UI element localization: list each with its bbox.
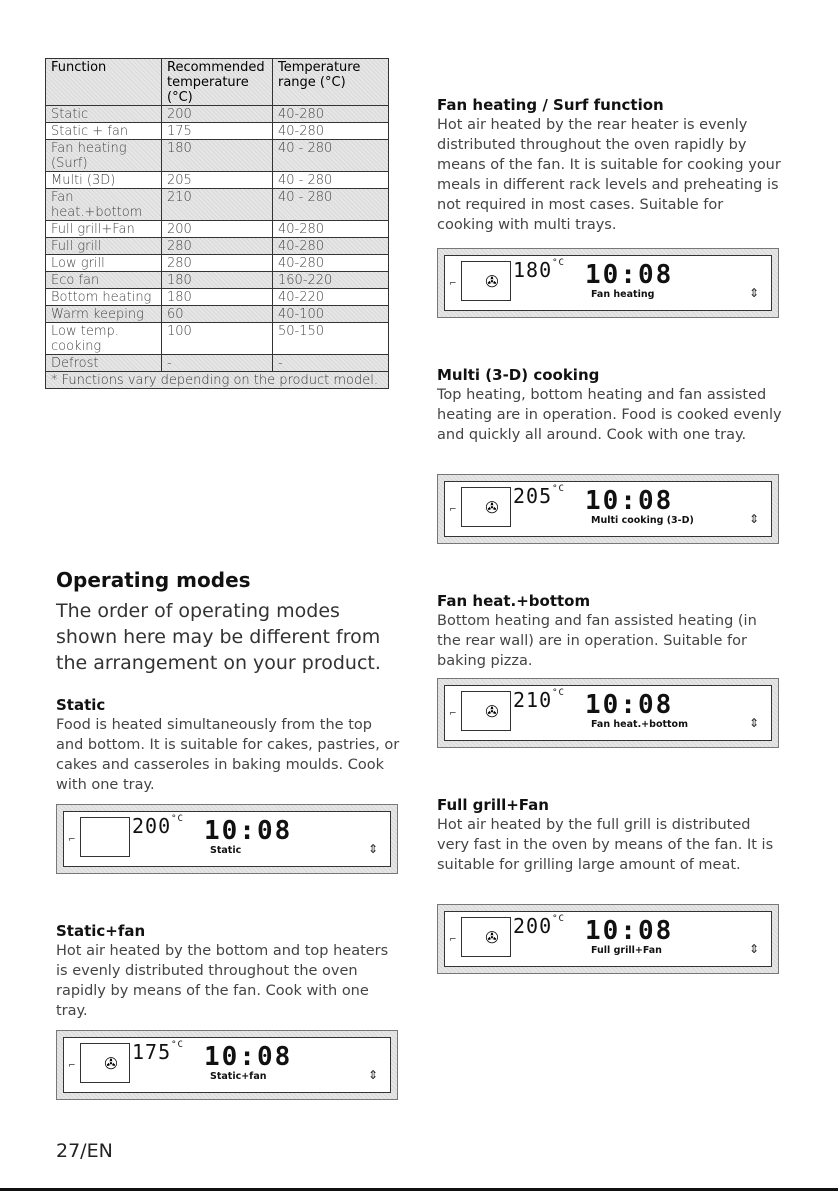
cell-recommended: 280 (162, 238, 273, 255)
mode-fan-heat-bottom (437, 592, 782, 671)
display-clock: 10:08 (204, 1042, 293, 1072)
display-temperature (513, 484, 565, 508)
mode-text: Top heating, bottom heating and fan assisted heating are in operation. Food is cooked evenly and quickly all around. Cook with one tray. (437, 387, 782, 443)
table-row (46, 323, 389, 355)
display-mode-label: Static+fan (210, 1071, 267, 1082)
display-fan-heat-bottom (437, 678, 779, 748)
cell-range: 40-100 (273, 306, 389, 323)
header-range: Temperature range (°C) (273, 59, 389, 106)
table-row (46, 272, 389, 289)
display-temperature (513, 688, 565, 712)
degree-unit: °C (552, 914, 565, 924)
fan-icon: ✇ (101, 1054, 121, 1074)
display-full-grill-fan (437, 904, 779, 974)
table-row (46, 306, 389, 323)
cell-recommended: 210 (162, 189, 273, 221)
temperature-value: 205 (513, 484, 553, 508)
cell-function: Low temp. cooking (46, 323, 162, 355)
rack-icon: ⌐ (449, 935, 457, 945)
mode-text: Hot air heated by the bottom and top heaters is evenly distributed throughout the oven rapidly by means of the fan. Cook with one tray. (56, 943, 389, 1019)
mode-static (56, 696, 401, 795)
display-fan-heating (437, 248, 779, 318)
table-row (46, 289, 389, 306)
function-table (45, 58, 389, 389)
display-temperature (132, 1040, 184, 1064)
page-number: 27/EN (56, 1140, 113, 1162)
temperature-value: 200 (132, 814, 172, 838)
cell-recommended: 60 (162, 306, 273, 323)
mode-title: Fan heat.+bottom (437, 592, 591, 610)
mode-title: Static (56, 696, 106, 714)
cell-function: Eco fan (46, 272, 162, 289)
display-clock: 10:08 (585, 916, 674, 946)
cell-function: Static + fan (46, 123, 162, 140)
degree-unit: °C (171, 814, 184, 824)
up-down-arrow-icon: ⇕ (748, 512, 759, 526)
oven-cavity-icon (461, 917, 511, 957)
cell-function: Defrost (46, 355, 162, 372)
rack-icon: ⌐ (449, 709, 457, 719)
display-mode-label: Fan heating (591, 289, 655, 300)
oven-cavity-icon (461, 487, 511, 527)
cell-function: Fan heat.+bottom (46, 189, 162, 221)
display-clock: 10:08 (585, 690, 674, 720)
cell-range: 40-280 (273, 255, 389, 272)
display-temperature (513, 914, 565, 938)
display-mode-label: Fan heat.+bottom (591, 719, 688, 730)
cell-recommended: 200 (162, 221, 273, 238)
cell-function: Low grill (46, 255, 162, 272)
cell-function: Multi (3D) (46, 172, 162, 189)
cell-function: Full grill+Fan (46, 221, 162, 238)
cell-range: 40-280 (273, 106, 389, 123)
degree-unit: °C (552, 484, 565, 494)
mode-title: Full grill+Fan (437, 796, 549, 814)
display-screen (444, 685, 772, 741)
up-down-arrow-icon: ⇕ (367, 842, 378, 856)
cell-function: Static (46, 106, 162, 123)
cell-function: Warm keeping (46, 306, 162, 323)
oven-cavity-icon (80, 817, 130, 857)
up-down-arrow-icon: ⇕ (367, 1068, 378, 1082)
display-clock: 10:08 (585, 260, 674, 290)
display-temperature (132, 814, 184, 838)
oven-cavity-icon (461, 691, 511, 731)
fan-icon: ✇ (482, 928, 502, 948)
table-row (46, 123, 389, 140)
display-static-fan (56, 1030, 398, 1100)
cell-recommended: 175 (162, 123, 273, 140)
display-mode-label: Multi cooking (3-D) (591, 515, 694, 526)
fan-icon: ✇ (482, 272, 502, 292)
cell-recommended: - (162, 355, 273, 372)
mode-text: Hot air heated by the full grill is distributed very fast in the oven by means of the fan. It is suitable for grilling large amount of meat. (437, 817, 774, 873)
degree-unit: °C (552, 688, 565, 698)
display-screen (63, 811, 391, 867)
rack-icon: ⌐ (449, 505, 457, 515)
fan-icon: ✇ (482, 702, 502, 722)
oven-cavity-icon (461, 261, 511, 301)
header-function: Function (46, 59, 162, 106)
display-screen (444, 481, 772, 537)
cell-recommended: 180 (162, 272, 273, 289)
section-title: Operating modes (56, 568, 251, 592)
rack-icon: ⌐ (68, 1061, 76, 1071)
cell-recommended: 280 (162, 255, 273, 272)
table-footnote-row (46, 372, 389, 389)
rack-icon: ⌐ (68, 835, 76, 845)
degree-unit: °C (171, 1040, 184, 1050)
cell-range: 40 - 280 (273, 172, 389, 189)
cell-function: Full grill (46, 238, 162, 255)
display-screen (444, 911, 772, 967)
cell-range: 40-280 (273, 221, 389, 238)
display-screen (444, 255, 772, 311)
cell-recommended: 100 (162, 323, 273, 355)
mode-text: Bottom heating and fan assisted heating (in the rear wall) are in operation. Suitable for baking pizza. (437, 613, 757, 669)
table-row (46, 355, 389, 372)
mode-title: Fan heating / Surf function (437, 96, 664, 114)
mode-fan-heating (437, 96, 782, 235)
section-intro: The order of operating modes shown here may be different from the arrangement on your product. (56, 600, 381, 674)
table-row (46, 255, 389, 272)
cell-range: 40-220 (273, 289, 389, 306)
table-row (46, 172, 389, 189)
cell-function: Bottom heating (46, 289, 162, 306)
cell-range: 40-280 (273, 238, 389, 255)
header-recommended: Recommended temperature (°C) (162, 59, 273, 106)
table-row (46, 238, 389, 255)
rack-icon: ⌐ (449, 279, 457, 289)
table-row (46, 189, 389, 221)
mode-title: Static+fan (56, 922, 146, 940)
table-header-row (46, 59, 389, 106)
fan-icon: ✇ (482, 498, 502, 518)
cell-range: 160-220 (273, 272, 389, 289)
cell-recommended: 180 (162, 140, 273, 172)
mode-text: Food is heated simultaneously from the top and bottom. It is suitable for cakes, pastries, or cakes and casseroles in baking moulds. Cook with one tray. (56, 717, 400, 793)
display-screen (63, 1037, 391, 1093)
temperature-value: 200 (513, 914, 553, 938)
temperature-value: 180 (513, 258, 553, 282)
display-mode-label: Full grill+Fan (591, 945, 662, 956)
table-row (46, 140, 389, 172)
display-static (56, 804, 398, 874)
table-row (46, 221, 389, 238)
cell-recommended: 180 (162, 289, 273, 306)
display-clock: 10:08 (585, 486, 674, 516)
cell-range: 50-150 (273, 323, 389, 355)
up-down-arrow-icon: ⇕ (748, 716, 759, 730)
mode-text: Hot air heated by the rear heater is evenly distributed throughout the oven rapidly by means of the fan. It is suitable for cooking your meals in different rack levels and preheating is not required in most cases. Suitable for cooking with multi trays. (437, 117, 781, 233)
degree-unit: °C (552, 258, 565, 268)
display-multi (437, 474, 779, 544)
cell-recommended: 200 (162, 106, 273, 123)
cell-range: 40 - 280 (273, 140, 389, 172)
mode-full-grill-fan (437, 796, 782, 875)
mode-title: Multi (3-D) cooking (437, 366, 600, 384)
mode-static-fan (56, 922, 401, 1021)
display-clock: 10:08 (204, 816, 293, 846)
up-down-arrow-icon: ⇕ (748, 286, 759, 300)
display-mode-label: Static (210, 845, 242, 856)
table-row (46, 106, 389, 123)
oven-cavity-icon (80, 1043, 130, 1083)
table-footnote: * Functions vary depending on the product model. (46, 372, 389, 389)
cell-function: Fan heating (Surf) (46, 140, 162, 172)
temperature-value: 210 (513, 688, 553, 712)
temperature-value: 175 (132, 1040, 172, 1064)
display-temperature (513, 258, 565, 282)
mode-multi (437, 366, 782, 445)
cell-range: 40-280 (273, 123, 389, 140)
cell-range: 40 - 280 (273, 189, 389, 221)
cell-range: - (273, 355, 389, 372)
up-down-arrow-icon: ⇕ (748, 942, 759, 956)
cell-recommended: 205 (162, 172, 273, 189)
